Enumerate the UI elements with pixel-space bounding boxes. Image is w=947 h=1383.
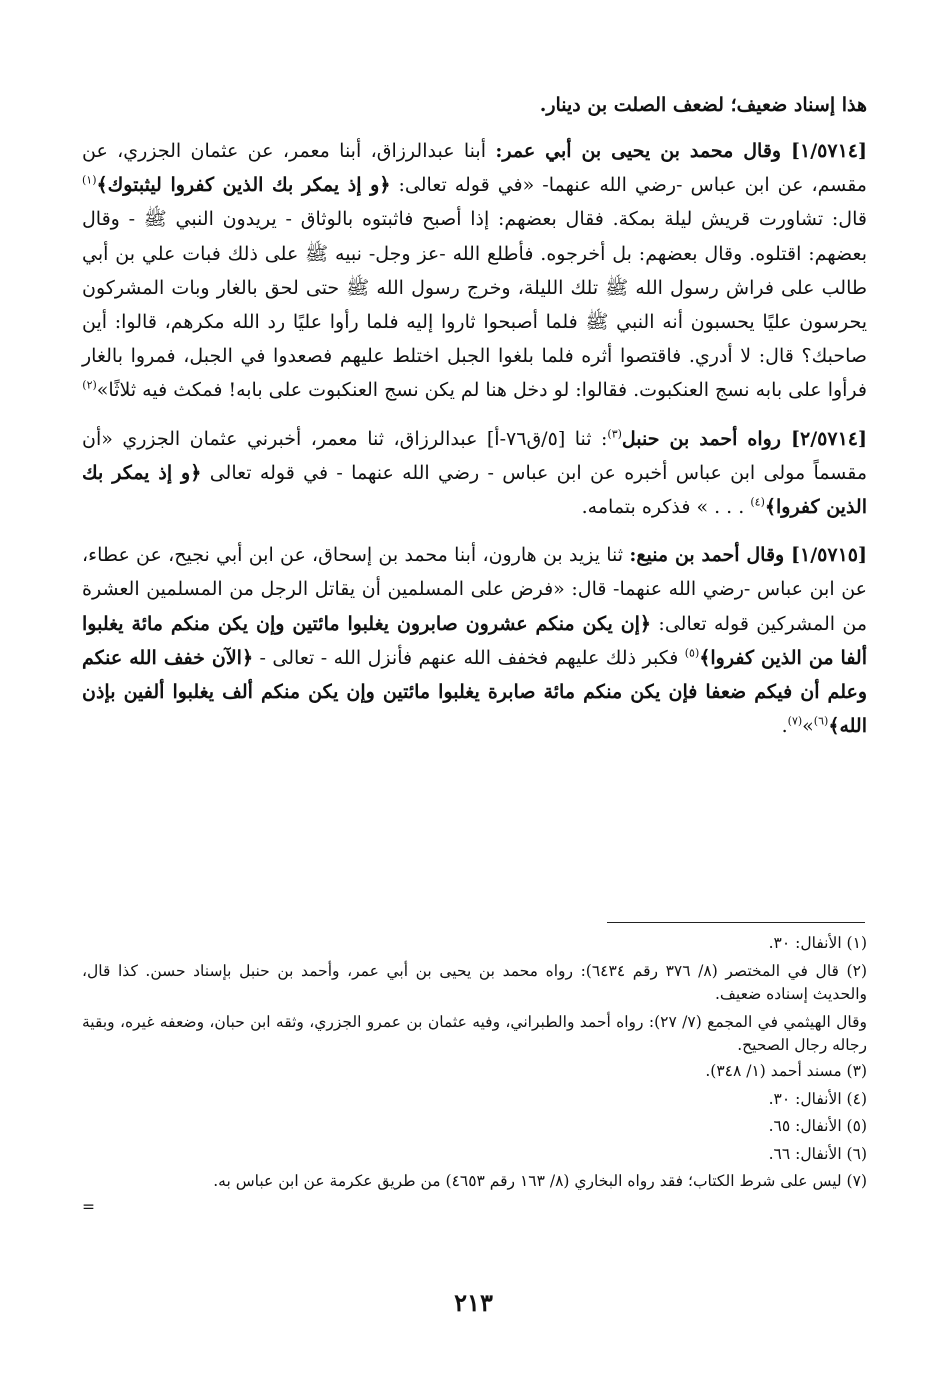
paragraph-tail: . [781,715,788,738]
footnote-ref: (٤) [750,495,765,509]
footnote-5: (٥) الأنفال: ٦٥. [768,1117,867,1136]
intro-line: هذا إسناد ضعيف؛ لضعف الصلت بن دينار. [539,94,867,116]
footnote-ref: (٣) [607,427,622,441]
footnote-7: (٧) ليس على شرط الكتاب؛ فقد رواه البخاري (٨/ ١٦٣ رقم ٤٦٥٣) من طريق عكرمة عن ابن عباس به. [213,1172,867,1191]
paragraph-rest: فكبر ذلك عليهم فخفف الله عنهم فأنزل الله - تعالى - [253,646,685,669]
quran-quote: ﴿و إذ يمكر بك الذين كفروا﴾ [82,461,867,519]
footnote-ref: (٦) [813,714,829,728]
paragraph-rest: . . . » فذكره بتمامه. [581,496,751,519]
paragraph-5714-2 [82,422,867,525]
footnote-ref: (٥) [684,646,700,660]
quran-quote: ﴿الآن خفف الله عنكم وعلم أن فيكم ضعفا فإن يكن منكم مائة صابرة يغلبوا مائتين وإن يكن منكم ألف يغلبوا ألفين بإذن الله﴾ [82,646,867,738]
paragraph-text: ثنا يزيد بن هارون، أبنا محمد بن إسحاق، عن ابن أبي نجيح، عن عطاء، عن ابن عباس -رضي الله عنهما- قال: «فرض على المسلمين أن يقاتل الرجل من المسلمين العشرة من المشركين قوله تعالى: [82,544,868,635]
quran-quote: ﴿إن يكن منكم عشرون صابرون يغلبوا مائتين وإن يكن منكم مائة يغلبوا ألفا من الذين كفروا﴾ [82,612,867,669]
paragraph-text: : ثنا [٥/ق٧٦-أ] عبدالرزاق، ثنا معمر، أخبرني عثمان الجزري «أن مقسماً مولى ابن عباس أخبره عن ابن عباس - رضي الله عنهما - في قوله تعالى [82,427,867,484]
paragraph-lead: [١/٥٧١٤] وقال محمد بن يحيى بن أبي عمر: [495,140,867,162]
footnote-2-continuation: وقال الهيثمي في المجمع (٧/ ٢٧): رواه أحمد والطبراني، وفيه عثمان بن عمرو الجزري، وثقه ابن حبان، وضعفه غيره، وبقية رجاله رجال الصحيح. [82,1012,868,1055]
quran-quote: ﴿و إذ يمكر بك الذين كفروا ليثبتوك﴾ [96,174,391,197]
footnote-6: (٦) الأنفال: ٦٦. [768,1144,867,1163]
footnote-ref: (٢) [82,379,97,393]
footnote-2: (٢) قال في المختصر (٨/ ٣٧٦ رقم ٦٤٣٤): رواه محمد بن يحيى بن أبي عمر، وأحمد بن حنبل بإسناد حسن. كذا قال، والحديث إسناده ضعيف. [82,961,867,1004]
paragraph-5714-1 [82,134,867,408]
paragraph-rest: قال: تشاورت قريش ليلة بمكة. فقال بعضهم: إذا أصبح فاثبتوه بالوثاق - يريدون النبي ﷺ - وقال بعضهم: اقتلوه. وقال بعضهم: بل أخرجوه. فأطلع الله -عز وجل- نبيه ﷺ على ذلك فبات علي بن أبي طالب على فراش رسول الله ﷺ تلك الليلة، وخرج رسول الله ﷺ حتى لحق بالغار وبات المشركون يحرسون عليًا يحسبون أنه النبي ﷺ فلما أصبحوا ثاروا إليه فلما رأوا عليًا رد الله مكرهم، قالوا: أين صاحبك؟ قال: لا أدري. فاقتصوا أثره فلما بلغوا الجبل اختلط عليهم فصعدوا في الجبل، فمروا بالغار فرأوا على بابه نسج العنكبوت. فقالوا: لو دخل هنا لم يكن نسج العنكبوت على بابه! فمكث فيه ثلاثًا» [82,208,867,402]
paragraph-lead: [٢/٥٧١٤] رواه أحمد بن حنبل [621,427,867,450]
quote-close: » [802,715,814,738]
footnote-separator [607,922,865,923]
paragraph-5715-1 [82,538,867,743]
footnote-ref: (١) [82,173,97,187]
footnotes [82,932,867,1216]
footnote-ref: (٧) [787,714,803,728]
paragraph-text: أبنا عبدالرزاق، أبنا معمر، عن عثمان الجزري، عن مقسم، عن ابن عباس -رضي الله عنهما- «في قوله تعالى: [82,140,867,197]
footnote-1: (١) الأنفال: ٣٠. [768,934,867,952]
paragraph-lead: [١/٥٧١٥] وقال أحمد بن منيع: [629,544,867,567]
footnote-3: (٣) مسند أحمد (١/ ٣٤٨). [705,1061,867,1080]
page-number: ٢١٣ [454,1288,493,1317]
continuation-mark: = [82,1197,95,1216]
footnote-4: (٤) الأنفال: ٣٠. [768,1089,867,1108]
